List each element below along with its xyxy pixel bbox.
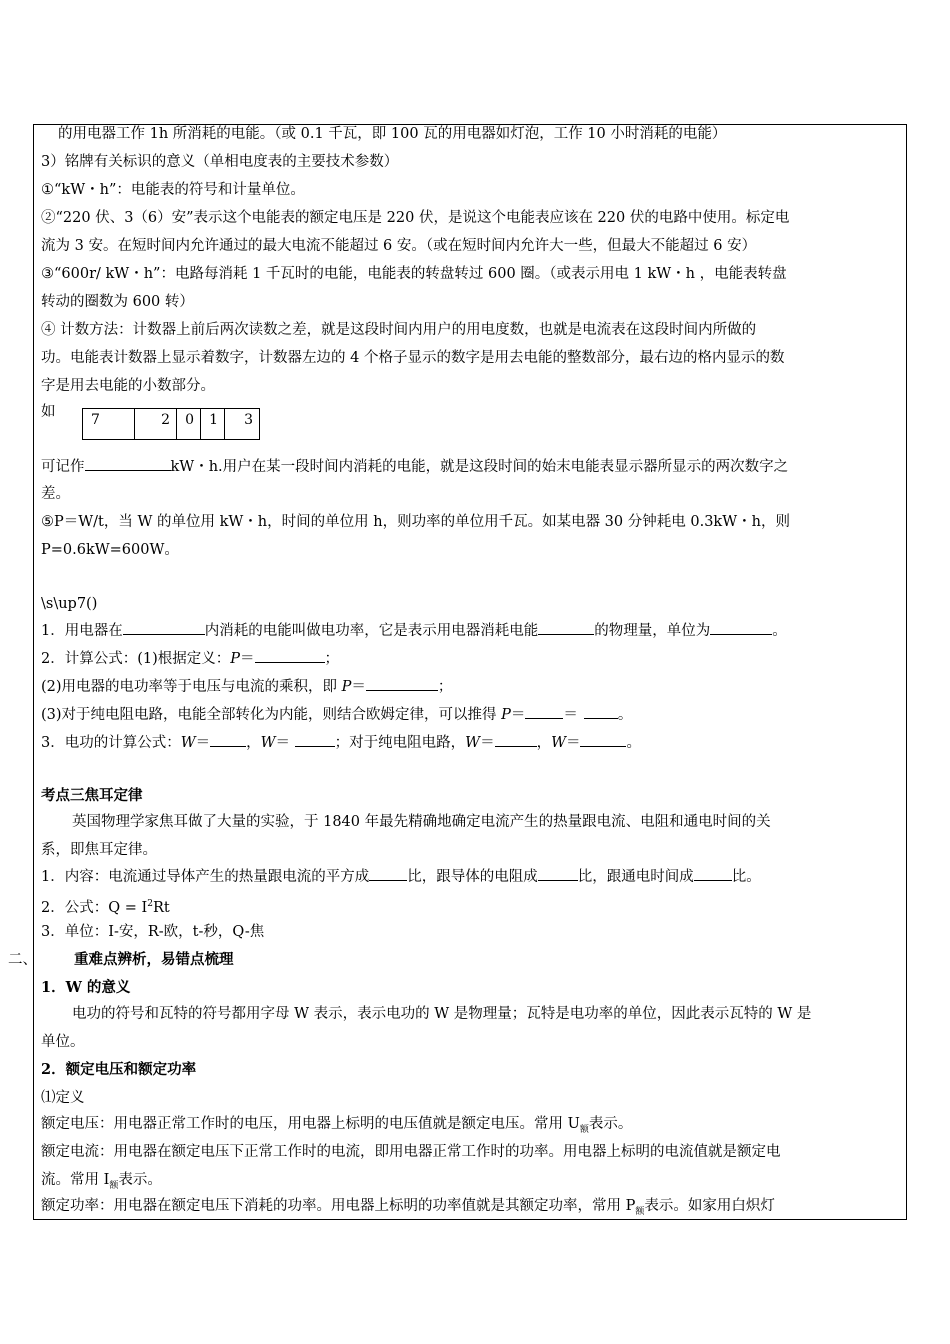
text-line: 英国物理学家焦耳做了大量的实验，于 1840 年最先精确地确定电流产生的热量跟电流、电阻和通电时间的关 bbox=[72, 814, 771, 830]
text-span: 。 bbox=[772, 623, 787, 639]
text-span: 1．用电器在 bbox=[41, 623, 123, 639]
text-span: 额 bbox=[579, 1124, 589, 1135]
text-span: 2 bbox=[147, 899, 153, 909]
answer-blank bbox=[295, 732, 335, 747]
text-span: ， bbox=[246, 735, 261, 751]
text-span: ＝ bbox=[275, 735, 295, 751]
text-span: ＝ bbox=[510, 707, 526, 723]
text-span: W bbox=[551, 735, 566, 751]
text-span: 的物理量，单位为 bbox=[594, 623, 711, 639]
text-span: ；对于纯电阻电路， bbox=[334, 735, 466, 751]
text-span: 额定电压：用电器正常工作时的电压，用电器上标明的电压值就是额定电压。常用 U bbox=[41, 1116, 580, 1132]
meter-digit-box bbox=[82, 408, 260, 440]
text-line: 流为 3 安。在短时间内允许通过的最大电流不能超过 6 安。（或在短时间内允许大一些，但最大不能超过 6 安） bbox=[41, 238, 757, 254]
text-span: 流。常用 I bbox=[41, 1172, 110, 1188]
text-line bbox=[41, 894, 170, 918]
text-span: (3)对于纯电阻电路，电能全部转化为内能，则结合欧姆定律，可以推得 bbox=[41, 707, 502, 723]
text-line: 系，即焦耳定律。 bbox=[41, 842, 157, 858]
answer-blank bbox=[525, 704, 563, 719]
text-span: 表示。 bbox=[588, 1116, 633, 1132]
text-span: ； bbox=[324, 651, 340, 667]
text-span: ， bbox=[536, 735, 552, 751]
section-number: 二、 bbox=[8, 952, 37, 968]
text-span: 额 bbox=[109, 1180, 119, 1191]
text-line bbox=[41, 1114, 632, 1140]
answer-blank bbox=[580, 732, 626, 747]
text-span: 。 bbox=[626, 735, 641, 751]
text-line bbox=[41, 620, 787, 641]
text-line: 字是用去电能的小数部分。 bbox=[41, 378, 215, 394]
text-line bbox=[41, 648, 339, 669]
answer-blank bbox=[369, 866, 407, 881]
text-span: 比。 bbox=[731, 869, 761, 885]
text-line: \s\up7() bbox=[41, 596, 98, 612]
text-span: ＝ bbox=[351, 679, 366, 695]
text-line: 如 bbox=[41, 404, 56, 420]
text-span: P bbox=[230, 651, 241, 667]
text-span: P bbox=[501, 707, 511, 723]
text-line: 电功的符号和瓦特的符号都用字母 W 表示，表示电功的 W 是物理量；瓦特是电功率的单位，因此表示瓦特的 W 是 bbox=[72, 1006, 812, 1022]
answer-blank bbox=[495, 732, 537, 747]
answer-blank bbox=[366, 676, 438, 691]
text-span: (2)用电器的电功率等于电压与电流的乘积，即 bbox=[41, 679, 342, 695]
meter-digit: 7 bbox=[83, 409, 135, 439]
sub-heading: 1．W 的意义 bbox=[41, 979, 131, 996]
text-span: ； bbox=[437, 679, 453, 695]
text-line: 的用电器工作 1h 所消耗的电能。（或 0.1 千瓦，即 100 瓦的用电器如灯泡，工作 10 小时消耗的电能） bbox=[58, 126, 727, 142]
text-span: 额 bbox=[635, 1206, 645, 1217]
answer-blank bbox=[694, 866, 732, 881]
text-line: ①“kW・h”：电能表的符号和计量单位。 bbox=[41, 182, 305, 198]
text-span: kW・h.用户在某一段时间内消耗的电能，就是这段时间的始末电能表显示器所显示的两次数字之 bbox=[170, 459, 789, 475]
answer-blank bbox=[123, 620, 205, 635]
text-line: 单位。 bbox=[41, 1034, 85, 1050]
text-span: W bbox=[180, 735, 196, 751]
answer-blank bbox=[584, 704, 618, 719]
text-span: ＝ bbox=[565, 735, 581, 751]
text-line: ②“220 伏、3（6）安”表示这个电能表的额定电压是 220 伏，是说这个电能表应该在 220 伏的电路中使用。标定电 bbox=[41, 210, 790, 226]
text-line: P=0.6kW=600W。 bbox=[41, 542, 179, 558]
text-line: ⑤P＝W/t，当 W 的单位用 kW・h，时间的单位用 h，则功率的单位用千瓦。如某电器 30 分钟耗电 0.3kW・h，则 bbox=[41, 514, 790, 530]
text-line: ④ 计数方法：计数器上前后两次读数之差，就是这段时间内用户的用电度数，也就是电流表在这段时间内所做的 bbox=[41, 322, 757, 338]
text-line bbox=[41, 866, 761, 887]
text-span: 。 bbox=[617, 707, 633, 723]
text-span: 表示。 bbox=[118, 1172, 162, 1188]
text-span: 可记作 bbox=[41, 459, 85, 475]
meter-digit: 2 bbox=[135, 409, 177, 439]
text-line: 3．单位：I-安，R-欧，t-秒，Q-焦 bbox=[41, 924, 265, 940]
text-span: 比，跟导体的电阻成 bbox=[407, 869, 538, 885]
section-heading: 重难点辨析，易错点梳理 bbox=[74, 951, 234, 968]
text-span: W bbox=[465, 735, 481, 751]
text-line: 3）铭牌有关标识的意义（单相电度表的主要技术参数） bbox=[41, 154, 399, 170]
answer-blank bbox=[538, 620, 594, 635]
text-span: 额定功率：用电器在额定电压下消耗的功率。用电器上标明的功率值就是其额定功率，常用 P bbox=[41, 1198, 636, 1214]
text-line bbox=[41, 456, 788, 477]
text-line bbox=[41, 1170, 162, 1196]
text-span: ＝ bbox=[563, 707, 578, 723]
sub-heading: 2．额定电压和额定功率 bbox=[41, 1061, 197, 1078]
text-line bbox=[41, 704, 632, 725]
text-line bbox=[41, 732, 641, 753]
answer-blank bbox=[255, 648, 325, 663]
text-span: ＝ bbox=[240, 651, 255, 667]
text-line: 差。 bbox=[41, 486, 70, 502]
text-span: 1．内容：电流通过导体产生的热量跟电流的平方成 bbox=[41, 869, 370, 885]
text-line: 功。电能表计数器上显示着数字，计数器左边的 4 个格子显示的数字是用去电能的整数部分，最右边的格内显示的数 bbox=[41, 350, 785, 366]
text-span: 2．公式：Q = I bbox=[41, 899, 148, 916]
text-line: ⑴定义 bbox=[41, 1090, 85, 1106]
text-span: 内消耗的电能叫做电功率，它是表示用电器消耗电能 bbox=[204, 623, 539, 639]
text-span: W bbox=[260, 735, 276, 751]
text-span: 表示。如家用白炽灯 bbox=[644, 1198, 775, 1214]
text-span: Rt bbox=[152, 899, 170, 916]
text-span: ＝ bbox=[480, 735, 495, 751]
answer-blank bbox=[210, 732, 246, 747]
answer-blank bbox=[85, 456, 171, 471]
text-span: 3．电功的计算公式： bbox=[41, 735, 181, 751]
text-span: P bbox=[341, 679, 352, 695]
content-frame bbox=[33, 124, 907, 1220]
text-line bbox=[41, 676, 452, 697]
meter-digit: 3 bbox=[244, 412, 253, 428]
text-line: 额定电流：用电器在额定电压下正常工作时的电流，即用电器正常工作时的功率。用电器上标明的电流值就是额定电 bbox=[41, 1144, 781, 1160]
text-line: 转动的圈数为 600 转） bbox=[41, 294, 194, 310]
meter-digit: 1 bbox=[201, 409, 225, 439]
text-span: 2．计算公式：(1)根据定义： bbox=[41, 651, 231, 667]
meter-digit: 0 bbox=[177, 409, 201, 439]
answer-blank bbox=[538, 866, 578, 881]
text-span: ＝ bbox=[195, 735, 211, 751]
text-span: 比，跟通电时间成 bbox=[577, 869, 694, 885]
answer-blank bbox=[710, 620, 772, 635]
section-heading: 考点三焦耳定律 bbox=[41, 787, 143, 804]
text-line bbox=[41, 1196, 775, 1222]
text-line: ③“600r/ kW・h”：电路每消耗 1 千瓦时的电能，电能表的转盘转过 600 圈。（或表示用电 1 kW・h ，电能表转盘 bbox=[41, 266, 787, 282]
